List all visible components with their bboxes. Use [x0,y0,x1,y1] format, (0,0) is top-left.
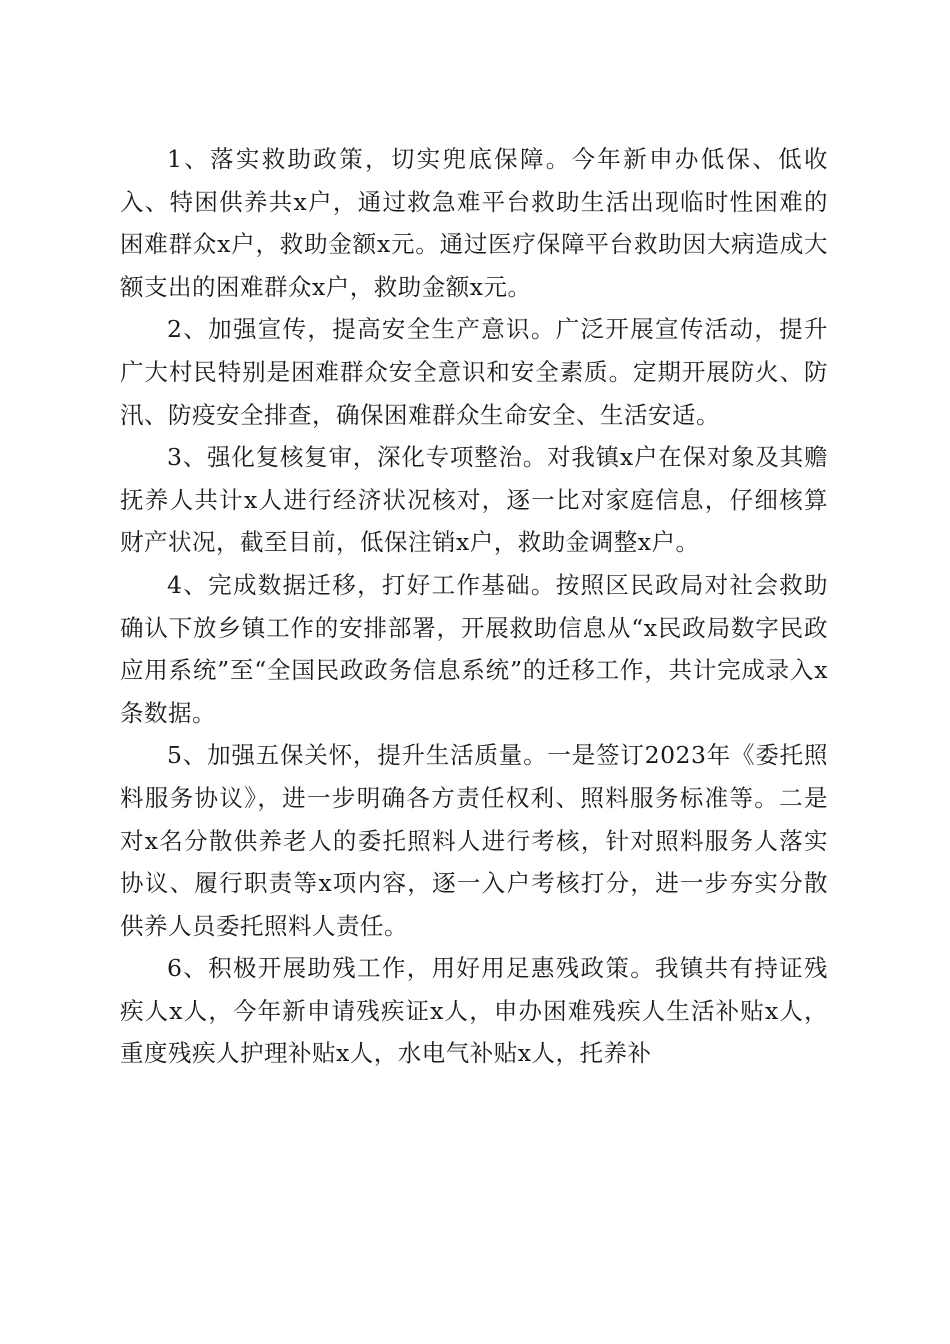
paragraph-review-rectification: 3、强化复核复审，深化专项整治。对我镇x户在保对象及其赡抚养人共计x人进行经济状况核对，逐一比对家庭信息，仔细核算财产状况，截至目前，低保注销x户，救助金调整x户。 [120,443,828,557]
paragraph-data-migration: 4、完成数据迁移，打好工作基础。按照区民政局对社会救助确认下放乡镇工作的安排部署，开展救助信息从“x民政局数字民政应用系统”至“全国民政政务信息系统”的迁移工作，共计完成录入x条数据。 [120,570,828,727]
paragraph-disability-assistance: 6、积极开展助残工作，用好用足惠残政策。我镇共有持证残疾人x人，今年新申请残疾证x人，申办困难残疾人生活补贴x人，重度残疾人护理补贴x人，水电气补贴x人，托养补 [120,954,828,1068]
paragraph-relief-policy: 1、落实救助政策，切实兜底保障。今年新申办低保、低收入、特困供养共x户，通过救急难平台救助生活出现临时性困难的困难群众x户，救助金额x元。通过医疗保障平台救助因大病造成大额支出的困难群众x户，救助金额x元。 [120,145,828,301]
paragraph-safety-publicity: 2、加强宣传，提高安全生产意识。广泛开展宣传活动，提升广大村民特别是困难群众安全意识和安全素质。定期开展防火、防汛、防疫安全排查，确保困难群众生命安全、生活安适。 [120,315,828,429]
paragraph-wubao-care: 5、加强五保关怀，提升生活质量。一是签订2023年《委托照料服务协议》，进一步明确各方责任权利、照料服务标准等。二是对x名分散供养老人的委托照料人进行考核，针对照料服务人落实协议、履行职责等x项内容，逐一入户考核打分，进一步夯实分散供养人员委托照料人责任。 [120,741,828,940]
document-body [120,138,828,1075]
